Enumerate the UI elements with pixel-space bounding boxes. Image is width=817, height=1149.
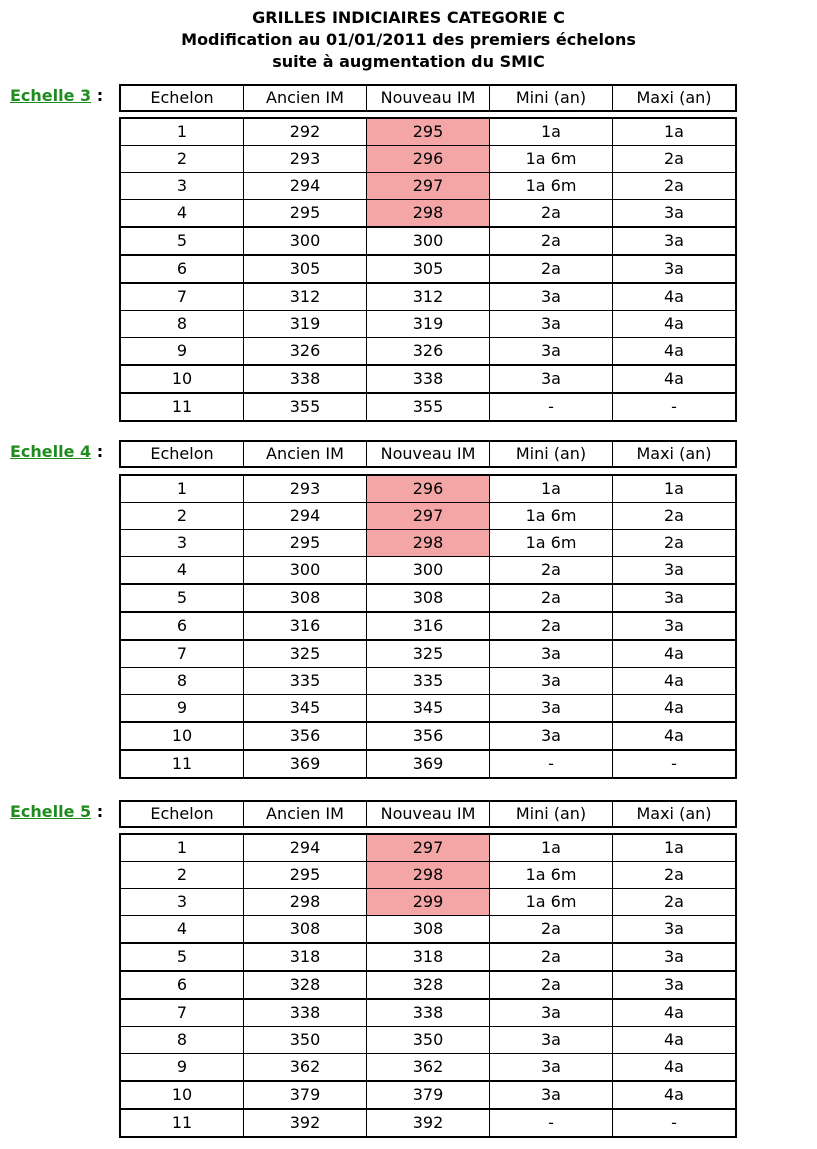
table-cell: 338 bbox=[367, 365, 490, 393]
table-cell: 362 bbox=[244, 1054, 367, 1082]
table-cell: 3a bbox=[613, 971, 737, 999]
table-cell: 355 bbox=[367, 393, 490, 421]
table-cell: 3a bbox=[490, 365, 613, 393]
table-row bbox=[120, 999, 736, 1027]
table-cell: 326 bbox=[367, 338, 490, 366]
table-cell: 345 bbox=[367, 695, 490, 723]
table-cell: 369 bbox=[244, 750, 367, 778]
table-cell: 295 bbox=[244, 530, 367, 557]
table-row bbox=[120, 916, 736, 944]
table-cell: 2 bbox=[120, 503, 244, 530]
table-cell: 294 bbox=[244, 503, 367, 530]
table-row bbox=[120, 227, 736, 255]
table-cell: 4a bbox=[613, 695, 737, 723]
table-cell: 1a bbox=[490, 118, 613, 146]
table-cell: 350 bbox=[367, 1027, 490, 1054]
table-cell: 11 bbox=[120, 750, 244, 778]
table-row bbox=[120, 118, 736, 146]
table-cell-highlighted: 296 bbox=[367, 146, 490, 173]
table-cell: 1a 6m bbox=[490, 173, 613, 200]
table-cell: 3a bbox=[613, 255, 737, 283]
table-cell: 294 bbox=[244, 173, 367, 200]
table-cell-highlighted: 295 bbox=[367, 118, 490, 146]
table-cell: 295 bbox=[244, 200, 367, 228]
table-row bbox=[120, 393, 736, 421]
table-cell: 10 bbox=[120, 365, 244, 393]
table-row bbox=[120, 1081, 736, 1109]
table-row bbox=[120, 530, 736, 557]
table-cell: 300 bbox=[367, 227, 490, 255]
scale-label-name: Echelle 5 bbox=[10, 802, 92, 821]
table-cell: 1a bbox=[613, 834, 737, 862]
table-cell-highlighted: 297 bbox=[367, 834, 490, 862]
table-cell: 1a 6m bbox=[490, 530, 613, 557]
table-cell: 8 bbox=[120, 668, 244, 695]
table-cell: 4a bbox=[613, 1081, 737, 1109]
table-cell: 308 bbox=[244, 584, 367, 612]
table-row bbox=[120, 1109, 736, 1137]
table-cell: 316 bbox=[244, 612, 367, 640]
scale-label bbox=[10, 442, 103, 462]
table-row bbox=[120, 668, 736, 695]
column-header: Nouveau IM bbox=[367, 801, 490, 827]
table-cell: 2a bbox=[490, 227, 613, 255]
table-cell: 3a bbox=[613, 916, 737, 944]
table-cell: 6 bbox=[120, 612, 244, 640]
table-cell: 8 bbox=[120, 1027, 244, 1054]
table-cell: 305 bbox=[244, 255, 367, 283]
table-cell: 7 bbox=[120, 640, 244, 668]
title-line-3: suite à augmentation du SMIC bbox=[272, 52, 545, 71]
table-cell: 345 bbox=[244, 695, 367, 723]
table-cell: 3a bbox=[490, 283, 613, 311]
table-cell: 10 bbox=[120, 722, 244, 750]
table-cell: 3a bbox=[613, 943, 737, 971]
table-cell: 11 bbox=[120, 393, 244, 421]
table-cell: 3a bbox=[613, 557, 737, 585]
table-cell: 1a bbox=[490, 834, 613, 862]
table-row bbox=[120, 1027, 736, 1054]
table-cell: 300 bbox=[244, 227, 367, 255]
table-row bbox=[120, 311, 736, 338]
table-cell: - bbox=[613, 750, 737, 778]
scale-header-table bbox=[119, 800, 737, 828]
table-cell: - bbox=[490, 750, 613, 778]
table-cell: 356 bbox=[244, 722, 367, 750]
table-cell: 3a bbox=[490, 722, 613, 750]
scale-label-name: Echelle 4 bbox=[10, 442, 92, 461]
table-cell: 5 bbox=[120, 227, 244, 255]
scale-body-table bbox=[119, 117, 737, 422]
column-header: Ancien IM bbox=[244, 85, 367, 111]
table-cell: 1 bbox=[120, 118, 244, 146]
scale-label-colon: : bbox=[91, 86, 104, 105]
scale-body-table bbox=[119, 474, 737, 779]
table-row bbox=[120, 889, 736, 916]
table-row bbox=[120, 695, 736, 723]
table-cell: 3a bbox=[490, 668, 613, 695]
table-cell: 4 bbox=[120, 200, 244, 228]
table-cell: 9 bbox=[120, 1054, 244, 1082]
column-header: Nouveau IM bbox=[367, 85, 490, 111]
table-row bbox=[120, 971, 736, 999]
table-cell: 338 bbox=[367, 999, 490, 1027]
scale-label-colon: : bbox=[91, 802, 104, 821]
table-cell: 5 bbox=[120, 584, 244, 612]
table-cell: 9 bbox=[120, 338, 244, 366]
table-row bbox=[120, 255, 736, 283]
table-row bbox=[120, 338, 736, 366]
column-header: Echelon bbox=[120, 441, 244, 467]
table-cell: 2a bbox=[613, 173, 737, 200]
table-cell: 355 bbox=[244, 393, 367, 421]
table-cell: 325 bbox=[367, 640, 490, 668]
scale-label-name: Echelle 3 bbox=[10, 86, 92, 105]
table-cell: 328 bbox=[367, 971, 490, 999]
table-cell: 9 bbox=[120, 695, 244, 723]
table-cell: 4a bbox=[613, 999, 737, 1027]
table-cell: 318 bbox=[367, 943, 490, 971]
scale-label bbox=[10, 86, 103, 106]
table-cell: 1a 6m bbox=[490, 146, 613, 173]
table-cell: 312 bbox=[367, 283, 490, 311]
table-cell: 335 bbox=[367, 668, 490, 695]
table-row bbox=[120, 612, 736, 640]
column-header: Mini (an) bbox=[490, 441, 613, 467]
table-row bbox=[120, 584, 736, 612]
table-cell: 4a bbox=[613, 338, 737, 366]
table-cell: 8 bbox=[120, 311, 244, 338]
table-row bbox=[120, 503, 736, 530]
table-cell: 3a bbox=[613, 200, 737, 228]
table-cell: 4a bbox=[613, 311, 737, 338]
table-cell: 308 bbox=[244, 916, 367, 944]
table-cell: 379 bbox=[367, 1081, 490, 1109]
table-cell: 2a bbox=[490, 584, 613, 612]
table-cell: 1a bbox=[490, 475, 613, 503]
table-cell: 1 bbox=[120, 475, 244, 503]
table-cell: 7 bbox=[120, 999, 244, 1027]
table-cell: 1a bbox=[613, 475, 737, 503]
table-cell: 2a bbox=[613, 889, 737, 916]
column-header: Maxi (an) bbox=[613, 801, 737, 827]
table-cell: 4a bbox=[613, 722, 737, 750]
table-cell: - bbox=[613, 1109, 737, 1137]
table-cell: 2a bbox=[613, 530, 737, 557]
table-cell: 4a bbox=[613, 1054, 737, 1082]
table-row bbox=[120, 862, 736, 889]
table-cell: 2a bbox=[490, 200, 613, 228]
title-line-2: Modification au 01/01/2011 des premiers échelons bbox=[181, 30, 636, 49]
scale-header-table bbox=[119, 440, 737, 468]
table-cell: 312 bbox=[244, 283, 367, 311]
table-cell: 362 bbox=[367, 1054, 490, 1082]
header-row bbox=[120, 85, 736, 111]
table-cell: 5 bbox=[120, 943, 244, 971]
table-cell-highlighted: 299 bbox=[367, 889, 490, 916]
column-header: Nouveau IM bbox=[367, 441, 490, 467]
table-row bbox=[120, 557, 736, 585]
scale-body-table bbox=[119, 833, 737, 1138]
table-cell: 2a bbox=[490, 943, 613, 971]
table-cell: 1a 6m bbox=[490, 862, 613, 889]
column-header: Maxi (an) bbox=[613, 441, 737, 467]
header-row bbox=[120, 801, 736, 827]
table-cell: 3a bbox=[490, 1081, 613, 1109]
table-cell: 338 bbox=[244, 365, 367, 393]
table-cell: - bbox=[613, 393, 737, 421]
title-line-1: GRILLES INDICIAIRES CATEGORIE C bbox=[252, 8, 565, 27]
table-row bbox=[120, 200, 736, 228]
table-row bbox=[120, 1054, 736, 1082]
table-cell: 11 bbox=[120, 1109, 244, 1137]
table-cell: 318 bbox=[244, 943, 367, 971]
table-cell: 4 bbox=[120, 557, 244, 585]
table-row bbox=[120, 750, 736, 778]
column-header: Mini (an) bbox=[490, 85, 613, 111]
table-cell: 6 bbox=[120, 971, 244, 999]
table-cell: 3a bbox=[490, 640, 613, 668]
table-cell: 292 bbox=[244, 118, 367, 146]
table-cell: 2a bbox=[490, 612, 613, 640]
table-cell: 2a bbox=[490, 971, 613, 999]
table-cell: 3a bbox=[613, 584, 737, 612]
table-cell: 305 bbox=[367, 255, 490, 283]
scale-label-colon: : bbox=[91, 442, 104, 461]
table-cell: 3 bbox=[120, 530, 244, 557]
table-cell: 392 bbox=[244, 1109, 367, 1137]
table-row bbox=[120, 173, 736, 200]
table-cell: 3a bbox=[613, 227, 737, 255]
table-cell: 1a 6m bbox=[490, 889, 613, 916]
header-row bbox=[120, 441, 736, 467]
column-header: Echelon bbox=[120, 85, 244, 111]
table-cell: 319 bbox=[244, 311, 367, 338]
table-cell: 294 bbox=[244, 834, 367, 862]
column-header: Ancien IM bbox=[244, 801, 367, 827]
table-cell: 379 bbox=[244, 1081, 367, 1109]
table-cell: - bbox=[490, 393, 613, 421]
table-cell: 10 bbox=[120, 1081, 244, 1109]
table-cell: 326 bbox=[244, 338, 367, 366]
table-cell: 7 bbox=[120, 283, 244, 311]
table-cell: 3a bbox=[490, 1054, 613, 1082]
table-cell: 3a bbox=[490, 338, 613, 366]
table-cell: 1 bbox=[120, 834, 244, 862]
table-cell: 335 bbox=[244, 668, 367, 695]
table-cell: 2 bbox=[120, 862, 244, 889]
table-cell: 300 bbox=[244, 557, 367, 585]
table-row bbox=[120, 475, 736, 503]
column-header: Maxi (an) bbox=[613, 85, 737, 111]
table-cell-highlighted: 297 bbox=[367, 173, 490, 200]
table-cell-highlighted: 298 bbox=[367, 862, 490, 889]
table-cell: 325 bbox=[244, 640, 367, 668]
table-cell: 3a bbox=[613, 612, 737, 640]
table-row bbox=[120, 146, 736, 173]
table-row bbox=[120, 365, 736, 393]
table-cell: 369 bbox=[367, 750, 490, 778]
table-cell: 4a bbox=[613, 283, 737, 311]
table-row bbox=[120, 834, 736, 862]
table-cell: 293 bbox=[244, 475, 367, 503]
table-cell: 356 bbox=[367, 722, 490, 750]
table-cell-highlighted: 296 bbox=[367, 475, 490, 503]
table-cell: 338 bbox=[244, 999, 367, 1027]
table-cell: 3 bbox=[120, 173, 244, 200]
table-cell: 295 bbox=[244, 862, 367, 889]
table-row bbox=[120, 722, 736, 750]
document-title bbox=[0, 7, 817, 73]
table-cell: 2a bbox=[613, 862, 737, 889]
table-cell: 3a bbox=[490, 311, 613, 338]
table-cell: 2a bbox=[613, 146, 737, 173]
table-cell: - bbox=[490, 1109, 613, 1137]
table-cell: 6 bbox=[120, 255, 244, 283]
table-cell: 4a bbox=[613, 365, 737, 393]
table-cell: 1a bbox=[613, 118, 737, 146]
table-row bbox=[120, 283, 736, 311]
table-cell: 298 bbox=[244, 889, 367, 916]
table-cell: 2a bbox=[490, 916, 613, 944]
table-row bbox=[120, 640, 736, 668]
table-cell: 3a bbox=[490, 999, 613, 1027]
table-cell: 293 bbox=[244, 146, 367, 173]
table-cell: 328 bbox=[244, 971, 367, 999]
column-header: Mini (an) bbox=[490, 801, 613, 827]
table-cell: 392 bbox=[367, 1109, 490, 1137]
table-row bbox=[120, 943, 736, 971]
table-cell: 308 bbox=[367, 584, 490, 612]
table-cell: 2a bbox=[613, 503, 737, 530]
scale-label bbox=[10, 802, 103, 822]
column-header: Ancien IM bbox=[244, 441, 367, 467]
table-cell: 308 bbox=[367, 916, 490, 944]
table-cell: 2 bbox=[120, 146, 244, 173]
table-cell: 4a bbox=[613, 640, 737, 668]
table-cell-highlighted: 297 bbox=[367, 503, 490, 530]
table-cell-highlighted: 298 bbox=[367, 530, 490, 557]
table-cell: 4a bbox=[613, 668, 737, 695]
table-cell: 4a bbox=[613, 1027, 737, 1054]
scale-header-table bbox=[119, 84, 737, 112]
table-cell: 2a bbox=[490, 557, 613, 585]
table-cell: 3a bbox=[490, 695, 613, 723]
table-cell: 4 bbox=[120, 916, 244, 944]
table-cell: 316 bbox=[367, 612, 490, 640]
column-header: Echelon bbox=[120, 801, 244, 827]
table-cell: 319 bbox=[367, 311, 490, 338]
table-cell-highlighted: 298 bbox=[367, 200, 490, 228]
table-cell: 300 bbox=[367, 557, 490, 585]
table-cell: 3a bbox=[490, 1027, 613, 1054]
table-cell: 350 bbox=[244, 1027, 367, 1054]
table-cell: 3 bbox=[120, 889, 244, 916]
table-cell: 1a 6m bbox=[490, 503, 613, 530]
table-cell: 2a bbox=[490, 255, 613, 283]
